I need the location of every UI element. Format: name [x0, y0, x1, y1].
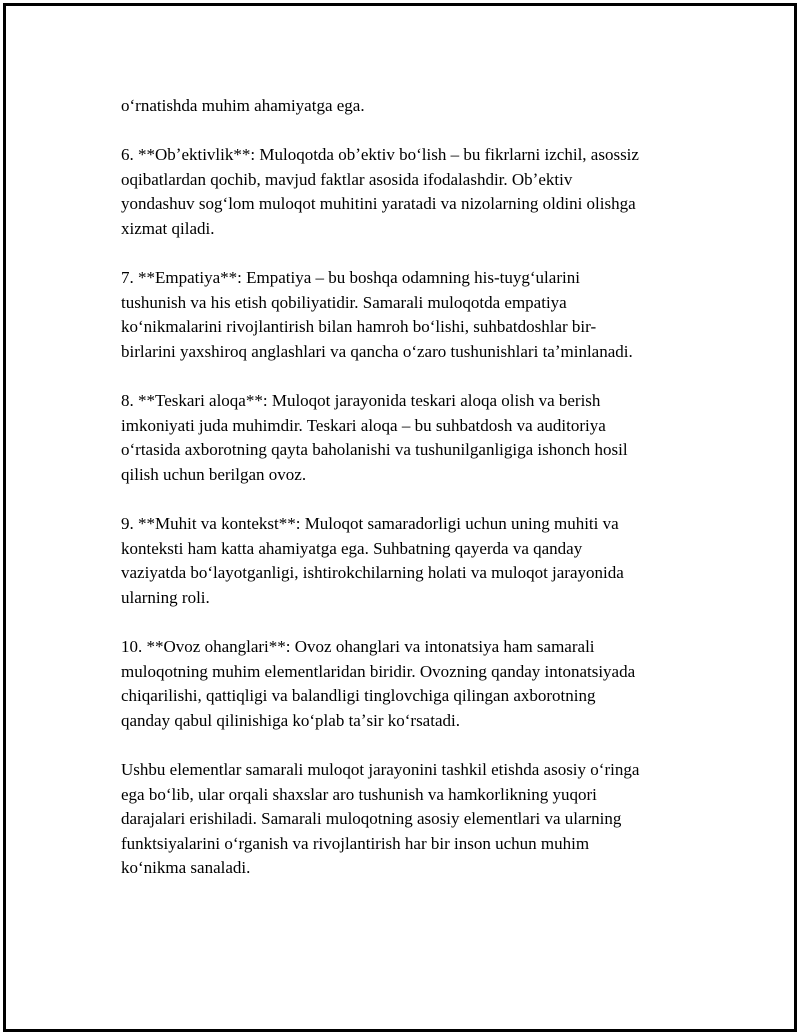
- paragraph-intro-continuation: [121, 94, 686, 119]
- paragraph-item-10-voice-tones: [121, 635, 686, 733]
- text-line: xizmat qiladi.: [121, 218, 215, 238]
- text-line: koʻnikma sanaladi.: [121, 858, 251, 878]
- paragraph-item-7-empathy: [121, 266, 686, 364]
- text-line: vaziyatda boʻlayotganligi, ishtirokchilarning holati va muloqot jarayonida: [121, 563, 624, 583]
- text-line: 8. **Teskari aloqa**: Muloqot jarayonida teskari aloqa olish va berish: [121, 391, 601, 411]
- text-line: yondashuv sogʻlom muloqot muhitini yaratadi va nizolarning oldini olishga: [121, 194, 636, 214]
- text-line: qilish uchun berilgan ovoz.: [121, 464, 307, 484]
- text-line: muloqotning muhim elementlaridan biridir. Ovozning qanday intonatsiyada: [121, 661, 636, 681]
- paragraph-item-9-context: [121, 512, 686, 610]
- text-line: koʻnikmalarini rivojlantirish bilan hamroh boʻlishi, suhbatdoshlar bir-: [121, 317, 597, 337]
- text-line: birlarini yaxshiroq anglashlari va qancha oʻzaro tushunishlari taʼminlanadi.: [121, 341, 633, 361]
- paragraph-item-8-feedback: [121, 389, 686, 487]
- text-line: chiqarilishi, qattiqligi va balandligi tinglovchiga qilingan axborotning: [121, 686, 596, 706]
- text-line: tushunish va his etish qobiliyatidir. Samarali muloqotda empatiya: [121, 292, 567, 312]
- paragraph-conclusion: [121, 758, 686, 881]
- document-body: [121, 94, 686, 906]
- text-line: ega boʻlib, ular orqali shaxslar aro tushunish va hamkorlikning yuqori: [121, 784, 597, 804]
- text-line: imkoniyati juda muhimdir. Teskari aloqa – bu suhbatdosh va auditoriya: [121, 415, 606, 435]
- text-line: oʻrnatishda muhim ahamiyatga ega.: [121, 96, 365, 115]
- text-line: Ushbu elementlar samarali muloqot jarayonini tashkil etishda asosiy oʻringa: [121, 760, 640, 780]
- text-line: funktsiyalarini oʻrganish va rivojlantirish har bir inson uchun muhim: [121, 833, 590, 853]
- text-line: qanday qabul qilinishiga koʻplab taʼsir koʻrsatadi.: [121, 710, 460, 730]
- text-line: darajalari erishiladi. Samarali muloqotning asosiy elementlari va ularning: [121, 809, 622, 829]
- text-line: oʻrtasida axborotning qayta baholanishi va tushunilganligiga ishonch hosil: [121, 440, 628, 460]
- text-line: konteksti ham katta ahamiyatga ega. Suhbatning qayerda va qanday: [121, 538, 583, 558]
- text-line: ularning roli.: [121, 587, 210, 607]
- text-line: 7. **Empatiya**: Empatiya – bu boshqa odamning his-tuygʻularini: [121, 268, 580, 288]
- document-page: [3, 3, 797, 1032]
- paragraph-item-6-objectivity: [121, 143, 686, 241]
- text-line: 10. **Ovoz ohanglari**: Ovoz ohanglari va intonatsiya ham samarali: [121, 637, 595, 657]
- text-line: 6. **Obʼektivlik**: Muloqotda obʼektiv boʻlish – bu fikrlarni izchil, asossiz: [121, 145, 639, 165]
- text-line: oqibatlardan qochib, mavjud faktlar asosida ifodalashdir. Obʼektiv: [121, 169, 573, 189]
- text-line: 9. **Muhit va kontekst**: Muloqot samaradorligi uchun uning muhiti va: [121, 514, 619, 534]
